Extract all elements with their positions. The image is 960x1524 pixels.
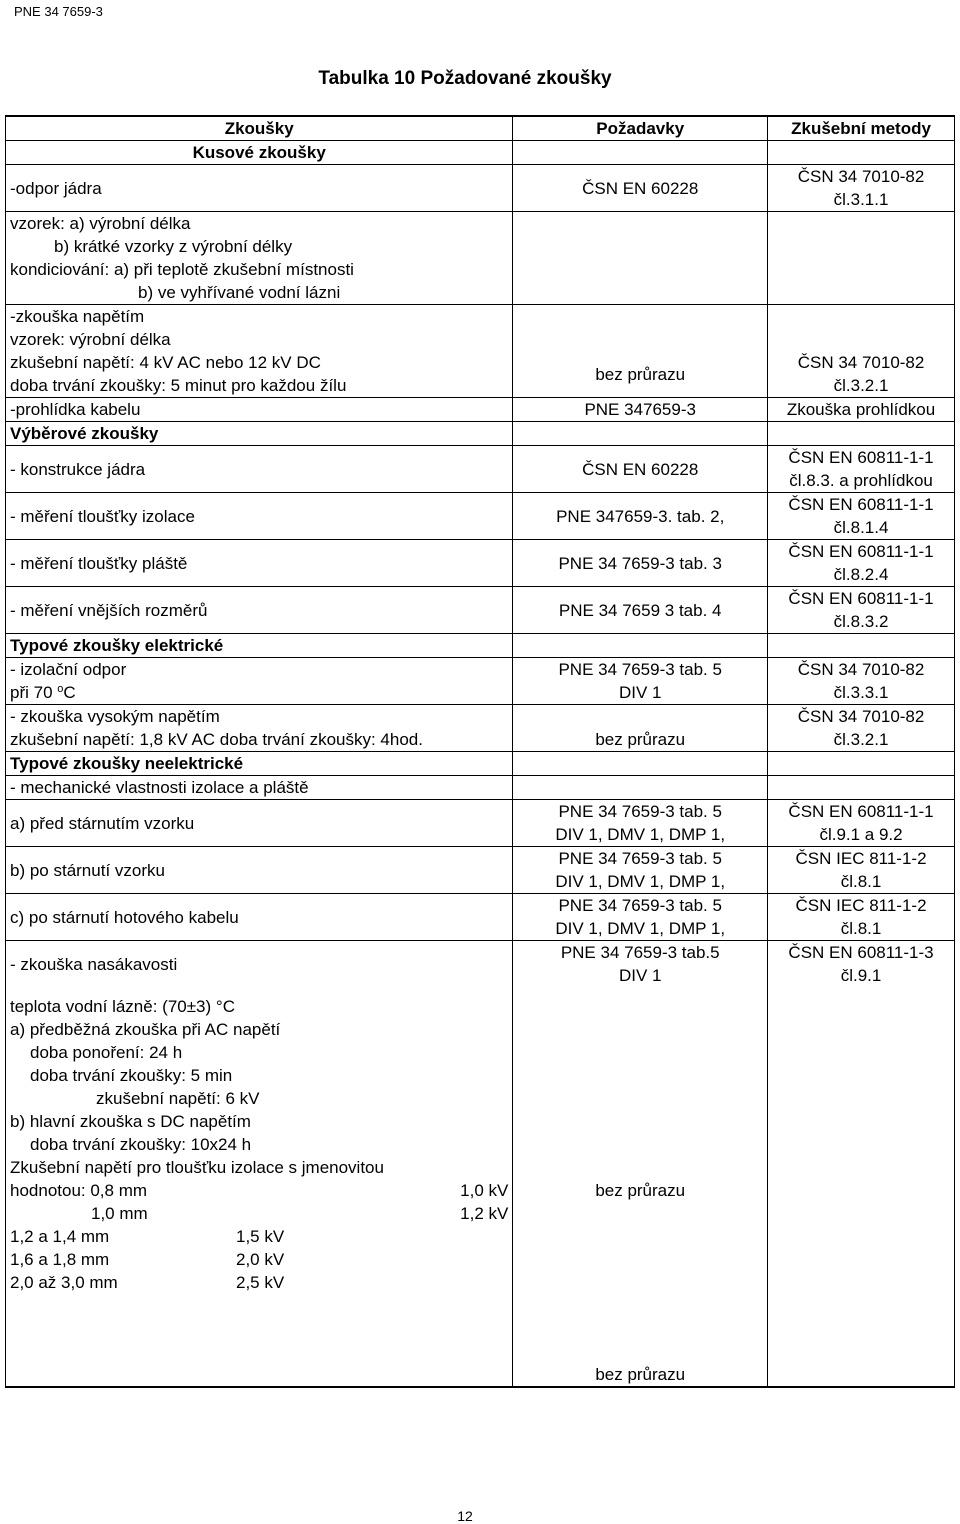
requirement-line: DIV 1, DMV 1, DMP 1,: [555, 825, 726, 844]
requirement-line: PNE 34 7659-3 tab. 5: [558, 660, 722, 679]
method-line: ČSN 34 7010-82: [797, 660, 925, 679]
detail-line: Zkušební napětí pro tloušťku izolace s jmenovitou: [10, 1158, 384, 1177]
method-line: ČSN EN 60811-1-1: [788, 802, 934, 821]
requirement: PNE 34 7659-3 tab. 3: [513, 540, 768, 587]
method: [768, 941, 955, 988]
thickness: 2,0 až 3,0 mm: [10, 1273, 118, 1292]
detail-line: vzorek: výrobní délka: [10, 330, 171, 349]
temperature-text: při 70: [10, 683, 53, 702]
method-clause: čl.8.1: [840, 872, 882, 891]
method-line: ČSN IEC 811-1-2: [795, 849, 927, 868]
detail-line: doba ponoření: 24 h: [30, 1043, 183, 1062]
requirement: bez průrazu: [513, 705, 768, 752]
requirement: [513, 658, 768, 705]
method: [768, 493, 955, 540]
table-title: Tabulka 10 Požadované zkoušky: [318, 68, 612, 89]
requirement: [513, 941, 768, 988]
method-clause: čl.3.3.1: [833, 683, 889, 702]
requirement: [513, 847, 768, 894]
voltage-row: [10, 1248, 508, 1271]
table-row: [6, 800, 955, 847]
detail-line: kondiciování: a) při teplotě zkušební místnosti: [10, 260, 354, 279]
table-row: [6, 493, 955, 540]
requirement: ČSN EN 60228: [513, 446, 768, 493]
table-row: [6, 847, 955, 894]
section-title-vyberove: Výběrové zkoušky: [6, 422, 513, 446]
method-clause: čl.3.2.1: [833, 376, 889, 395]
detail-line: b) krátké vzorky z výrobní délky: [54, 237, 293, 256]
test-name: - konstrukce jádra: [6, 446, 513, 493]
test-name: b) po stárnutí vzorku: [6, 847, 513, 894]
detail-line: b) ve vyhřívané vodní lázni: [138, 283, 341, 302]
requirement: PNE 34 7659 3 tab. 4: [513, 587, 768, 634]
table-row: [6, 165, 955, 212]
method: [768, 540, 955, 587]
method-line: ČSN 34 7010-82: [797, 707, 925, 726]
method-line: ČSN EN 60811-1-1: [788, 589, 934, 608]
test-name: - měření tloušťky izolace: [6, 493, 513, 540]
method: [768, 894, 955, 941]
requirement-line: DIV 1: [618, 966, 662, 985]
table-row: [6, 398, 955, 422]
requirement: PNE 347659-3. tab. 2,: [513, 493, 768, 540]
requirement: [513, 800, 768, 847]
test-name: -odpor jádra: [6, 165, 513, 212]
method: [768, 587, 955, 634]
section-row: [6, 752, 955, 776]
method: [768, 305, 955, 398]
temperature-unit: C: [63, 683, 76, 702]
page-number: 12: [457, 1508, 473, 1524]
degree-sup: o: [57, 683, 64, 695]
table-row: [6, 658, 955, 705]
requirement: bez průrazu: [513, 305, 768, 398]
method: [768, 446, 955, 493]
method: [768, 165, 955, 212]
voltage: 2,0 kV: [236, 1250, 285, 1269]
test-line: zkušební napětí: 1,8 kV AC doba trvání zkoušky: 4hod.: [10, 730, 423, 749]
method-line: ČSN IEC 811-1-2: [795, 896, 927, 915]
table-row: [6, 446, 955, 493]
table-row: [6, 587, 955, 634]
test-name: a) před stárnutím vzorku: [6, 800, 513, 847]
thickness: hodnotou: 0,8 mm: [10, 1181, 148, 1200]
voltage: 1,2 kV: [460, 1204, 509, 1223]
method-clause: čl.8.3. a prohlídkou: [789, 471, 933, 490]
method-clause: čl.8.3.2: [833, 612, 889, 631]
detail-line: a) předběžná zkouška při AC napětí: [10, 1020, 281, 1039]
test-name: - měření tloušťky pláště: [6, 540, 513, 587]
method-line: ČSN 34 7010-82: [797, 167, 925, 186]
detail-line: vzorek: a) výrobní délka: [10, 214, 191, 233]
method-clause: čl.9.1 a 9.2: [819, 825, 903, 844]
table-row: [6, 987, 955, 1387]
requirement: ČSN EN 60228: [513, 165, 768, 212]
requirement-line: bez průrazu: [595, 1365, 686, 1384]
method-clause: čl.3.2.1: [833, 730, 889, 749]
requirement-line: PNE 34 7659-3 tab. 5: [558, 849, 722, 868]
test-name: [6, 658, 513, 705]
table-row: [6, 305, 955, 398]
method: [768, 800, 955, 847]
method-clause: čl.8.1.4: [833, 518, 889, 537]
requirements-table: [5, 115, 955, 1388]
test-line: - zkouška vysokým napětím: [10, 707, 220, 726]
method-clause: čl.3.1.1: [833, 190, 889, 209]
test-line: - izolační odpor: [10, 660, 127, 679]
table-row: [6, 212, 955, 305]
method-line: ČSN EN 60811-1-1: [788, 495, 934, 514]
method-line: ČSN EN 60811-1-1: [788, 448, 934, 467]
requirement-line: bez průrazu: [595, 1181, 686, 1200]
method-clause: čl.8.2.4: [833, 565, 889, 584]
test-detail: [6, 212, 513, 305]
column-header-methods: Zkušební metody: [768, 116, 955, 141]
column-header-requirements: Požadavky: [513, 116, 768, 141]
test-line: [10, 681, 508, 704]
test-name: -prohlídka kabelu: [6, 398, 513, 422]
detail-line: doba trvání zkoušky: 5 minut pro každou žílu: [10, 376, 347, 395]
thickness: 1,2 a 1,4 mm: [10, 1227, 110, 1246]
detail-line: teplota vodní lázně: (70±3) °C: [10, 997, 235, 1016]
test-name: - mechanické vlastnosti izolace a pláště: [6, 776, 513, 800]
requirement-line: DIV 1, DMV 1, DMP 1,: [555, 872, 726, 891]
table-row: [6, 894, 955, 941]
requirement: [513, 987, 768, 1387]
method: [768, 658, 955, 705]
detail-line: doba trvání zkoušky: 5 min: [30, 1066, 233, 1085]
voltage: 1,5 kV: [236, 1227, 285, 1246]
method-line: ČSN EN 60811-1-3: [788, 943, 934, 962]
test-name: - zkouška nasákavosti: [6, 941, 513, 988]
section-row: [6, 141, 955, 165]
section-row: [6, 422, 955, 446]
table-row: [6, 705, 955, 752]
method: [768, 705, 955, 752]
table-row: [6, 776, 955, 800]
requirement-line: PNE 34 7659-3 tab. 5: [558, 802, 722, 821]
table-header-row: [6, 116, 955, 141]
detail-line: zkušební napětí: 4 kV AC nebo 12 kV DC: [10, 353, 321, 372]
requirement-line: DIV 1, DMV 1, DMP 1,: [555, 919, 726, 938]
requirement-line: PNE 34 7659-3 tab. 5: [558, 896, 722, 915]
table-row: [6, 540, 955, 587]
test-name: - měření vnějších rozměrů: [6, 587, 513, 634]
column-header-tests: Zkoušky: [6, 116, 513, 141]
method-clause: čl.8.1: [840, 919, 882, 938]
thickness: 1,6 a 1,8 mm: [10, 1250, 110, 1269]
voltage-row: [10, 1179, 508, 1202]
test-detail: [6, 305, 513, 398]
detail-line: -zkouška napětím: [10, 307, 145, 326]
section-row: [6, 634, 955, 658]
detail-line: doba trvání zkoušky: 10x24 h: [30, 1135, 252, 1154]
section-title-kusove: Kusové zkoušky: [6, 141, 513, 165]
test-name: c) po stárnutí hotového kabelu: [6, 894, 513, 941]
detail-line: zkušební napětí: 6 kV: [96, 1089, 260, 1108]
requirement: PNE 347659-3: [513, 398, 768, 422]
test-detail: [6, 987, 513, 1387]
detail-line: b) hlavní zkouška s DC napětím: [10, 1112, 251, 1131]
document-header: PNE 34 7659-3: [14, 4, 103, 19]
requirement-line: PNE 34 7659-3 tab.5: [560, 943, 720, 962]
section-title-typ-el: Typové zkoušky elektrické: [6, 634, 513, 658]
voltage-row: [10, 1271, 508, 1294]
voltage-row: [10, 1202, 508, 1225]
table-row: [6, 941, 955, 988]
method-line: ČSN 34 7010-82: [797, 353, 925, 372]
requirement-line: DIV 1: [618, 683, 662, 702]
requirement: [513, 894, 768, 941]
voltage: 2,5 kV: [236, 1273, 285, 1292]
section-title-typ-neel: Typové zkoušky neelektrické: [6, 752, 513, 776]
voltage-row: [10, 1225, 508, 1248]
method-line: ČSN EN 60811-1-1: [788, 542, 934, 561]
method: [768, 847, 955, 894]
method-clause: čl.9.1: [840, 966, 882, 985]
test-name: [6, 705, 513, 752]
thickness: 1,0 mm: [91, 1204, 148, 1223]
method: Zkouška prohlídkou: [768, 398, 955, 422]
voltage: 1,0 kV: [460, 1181, 509, 1200]
